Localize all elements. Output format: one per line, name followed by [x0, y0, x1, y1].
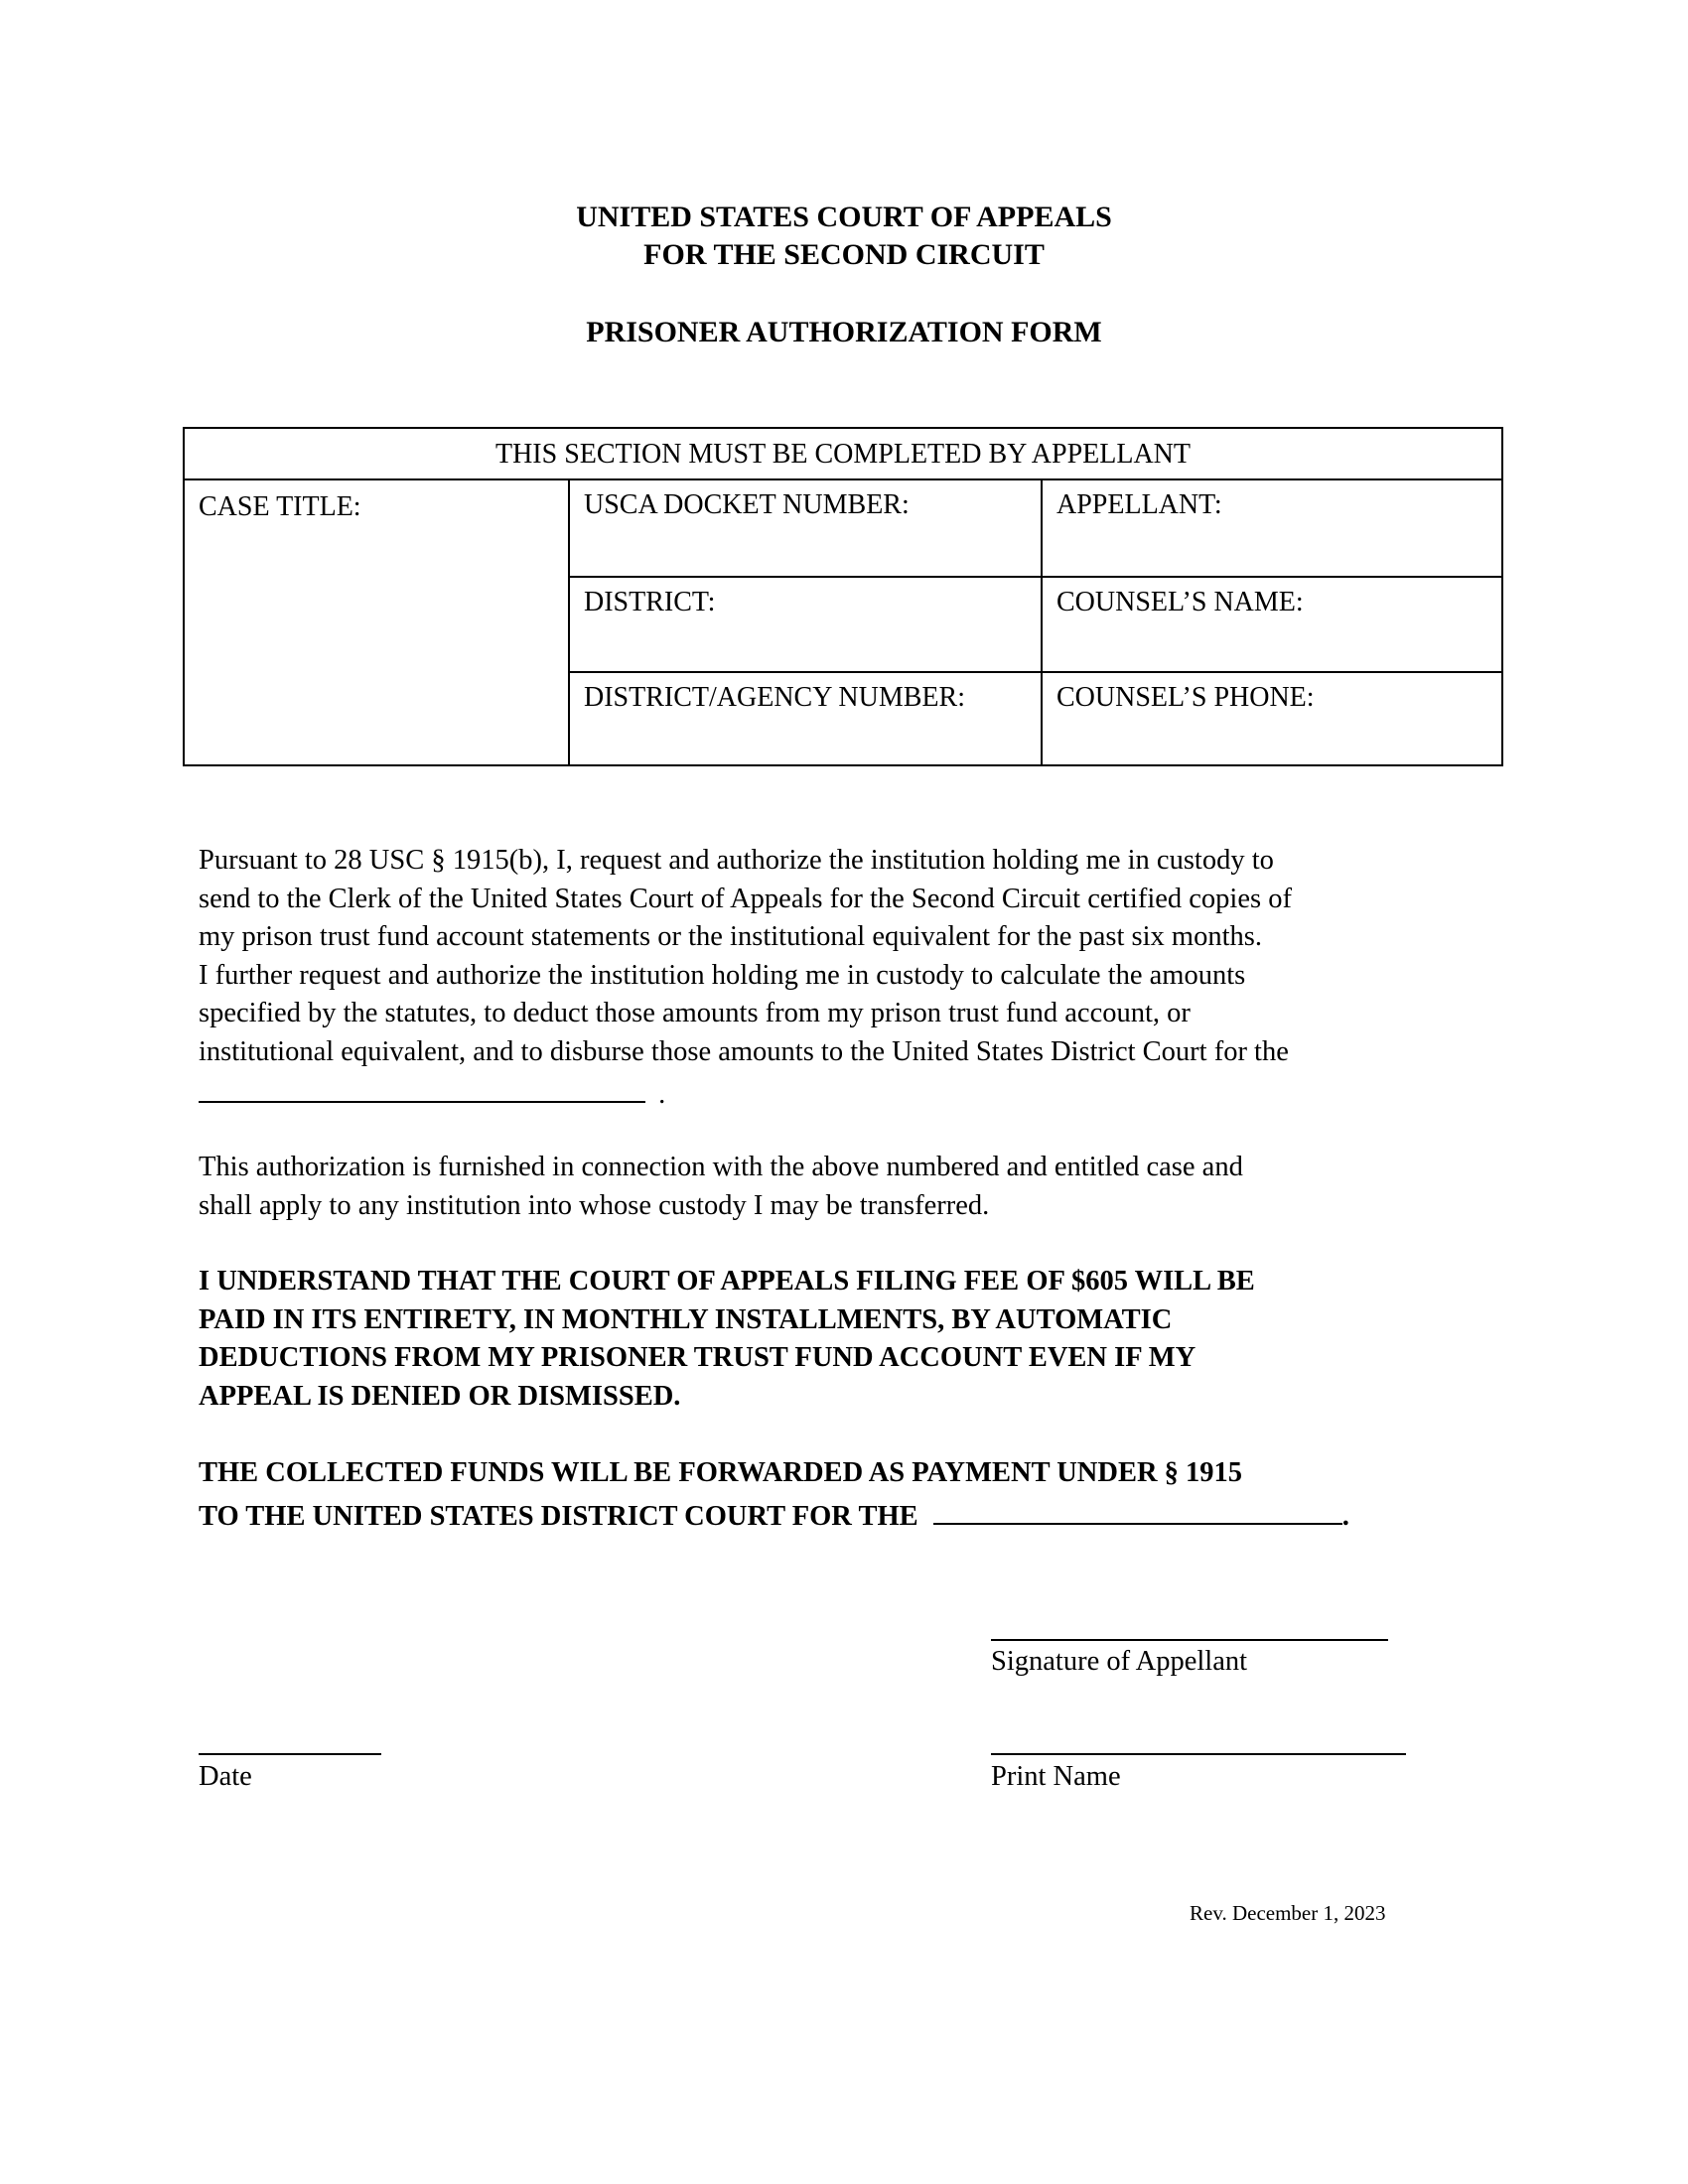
revision-date: Rev. December 1, 2023 — [1190, 1901, 1386, 1925]
filing-fee-notice — [199, 1263, 1509, 1416]
usca-docket-number-field[interactable] — [570, 480, 1041, 576]
form-title: PRISONER AUTHORIZATION FORM — [586, 316, 1102, 348]
district-agency-number-field[interactable] — [570, 673, 1041, 766]
counsel-name-label: COUNSEL’S NAME: — [1056, 587, 1304, 617]
signature-line[interactable] — [991, 1639, 1388, 1641]
period: . — [1341, 1500, 1349, 1532]
case-title-label: CASE TITLE: — [199, 491, 361, 522]
counsel-phone-field[interactable] — [1043, 673, 1503, 766]
paragraph-line: I UNDERSTAND THAT THE COURT OF APPEALS FILING FEE OF $605 WILL BE — [199, 1266, 1255, 1297]
paragraph-line: my prison trust fund account statements or the institutional equivalent for the past six months. — [199, 921, 1262, 952]
paragraph-line: This authorization is furnished in connection with the above numbered and entitled case and — [199, 1152, 1243, 1182]
paragraph-line: APPEAL IS DENIED OR DISMISSED. — [199, 1380, 681, 1412]
date-line[interactable] — [199, 1753, 381, 1755]
period: . — [658, 1079, 666, 1110]
paragraph-line-with-blank — [199, 1493, 1509, 1537]
paragraph-line: I further request and authorize the institution holding me in custody to calculate the amounts — [199, 959, 1246, 991]
district-field[interactable] — [570, 578, 1041, 671]
date-label: Date — [199, 1761, 252, 1792]
appellant-field[interactable] — [1043, 480, 1503, 576]
district-label: DISTRICT: — [584, 587, 716, 617]
paragraph-line: shall apply to any institution into whose custody I may be transferred. — [199, 1189, 990, 1221]
court-name-line2: FOR THE SECOND CIRCUIT — [643, 238, 1045, 271]
counsel-phone-label: COUNSEL’S PHONE: — [1056, 682, 1315, 713]
usca-docket-number-label: USCA DOCKET NUMBER: — [584, 489, 910, 520]
paragraph-line: institutional equivalent, and to disburse those amounts to the United States District Court for the — [199, 1035, 1289, 1067]
paragraph-line: PAID IN ITS ENTIRETY, IN MONTHLY INSTALLMENTS, BY AUTOMATIC — [199, 1303, 1173, 1335]
funds-forwarded-notice — [199, 1454, 1509, 1536]
paragraph-line: Pursuant to 28 USC § 1915(b), I, request and authorize the institution holding me in custody to — [199, 845, 1274, 876]
district-blank-line — [199, 1071, 1509, 1115]
appellant-label: APPELLANT: — [1056, 489, 1222, 520]
custody-paragraph — [199, 1149, 1509, 1225]
district-court-blank[interactable] — [199, 1071, 645, 1103]
authorization-paragraph — [199, 842, 1509, 1115]
section-header: THIS SECTION MUST BE COMPLETED BY APPELLANT — [185, 429, 1501, 480]
print-name-line[interactable] — [991, 1753, 1406, 1755]
district-court-blank-bold[interactable] — [933, 1493, 1342, 1525]
case-title-field[interactable] — [185, 480, 568, 766]
paragraph-line: THE COLLECTED FUNDS WILL BE FORWARDED AS PAYMENT UNDER § 1915 — [199, 1457, 1243, 1488]
district-agency-number-label: DISTRICT/AGENCY NUMBER: — [584, 682, 965, 713]
court-name-line1: UNITED STATES COURT OF APPEALS — [576, 201, 1112, 233]
appellant-info-table — [183, 427, 1503, 766]
paragraph-line: DEDUCTIONS FROM MY PRISONER TRUST FUND ACCOUNT EVEN IF MY — [199, 1342, 1196, 1373]
print-name-label: Print Name — [991, 1761, 1121, 1792]
paragraph-text: TO THE UNITED STATES DISTRICT COURT FOR THE — [199, 1500, 918, 1532]
paragraph-line: send to the Clerk of the United States Court of Appeals for the Second Circuit certified copies of — [199, 883, 1292, 914]
paragraph-line: specified by the statutes, to deduct those amounts from my prison trust fund account, or — [199, 998, 1191, 1028]
signature-label: Signature of Appellant — [991, 1646, 1248, 1677]
counsel-name-field[interactable] — [1043, 578, 1503, 671]
